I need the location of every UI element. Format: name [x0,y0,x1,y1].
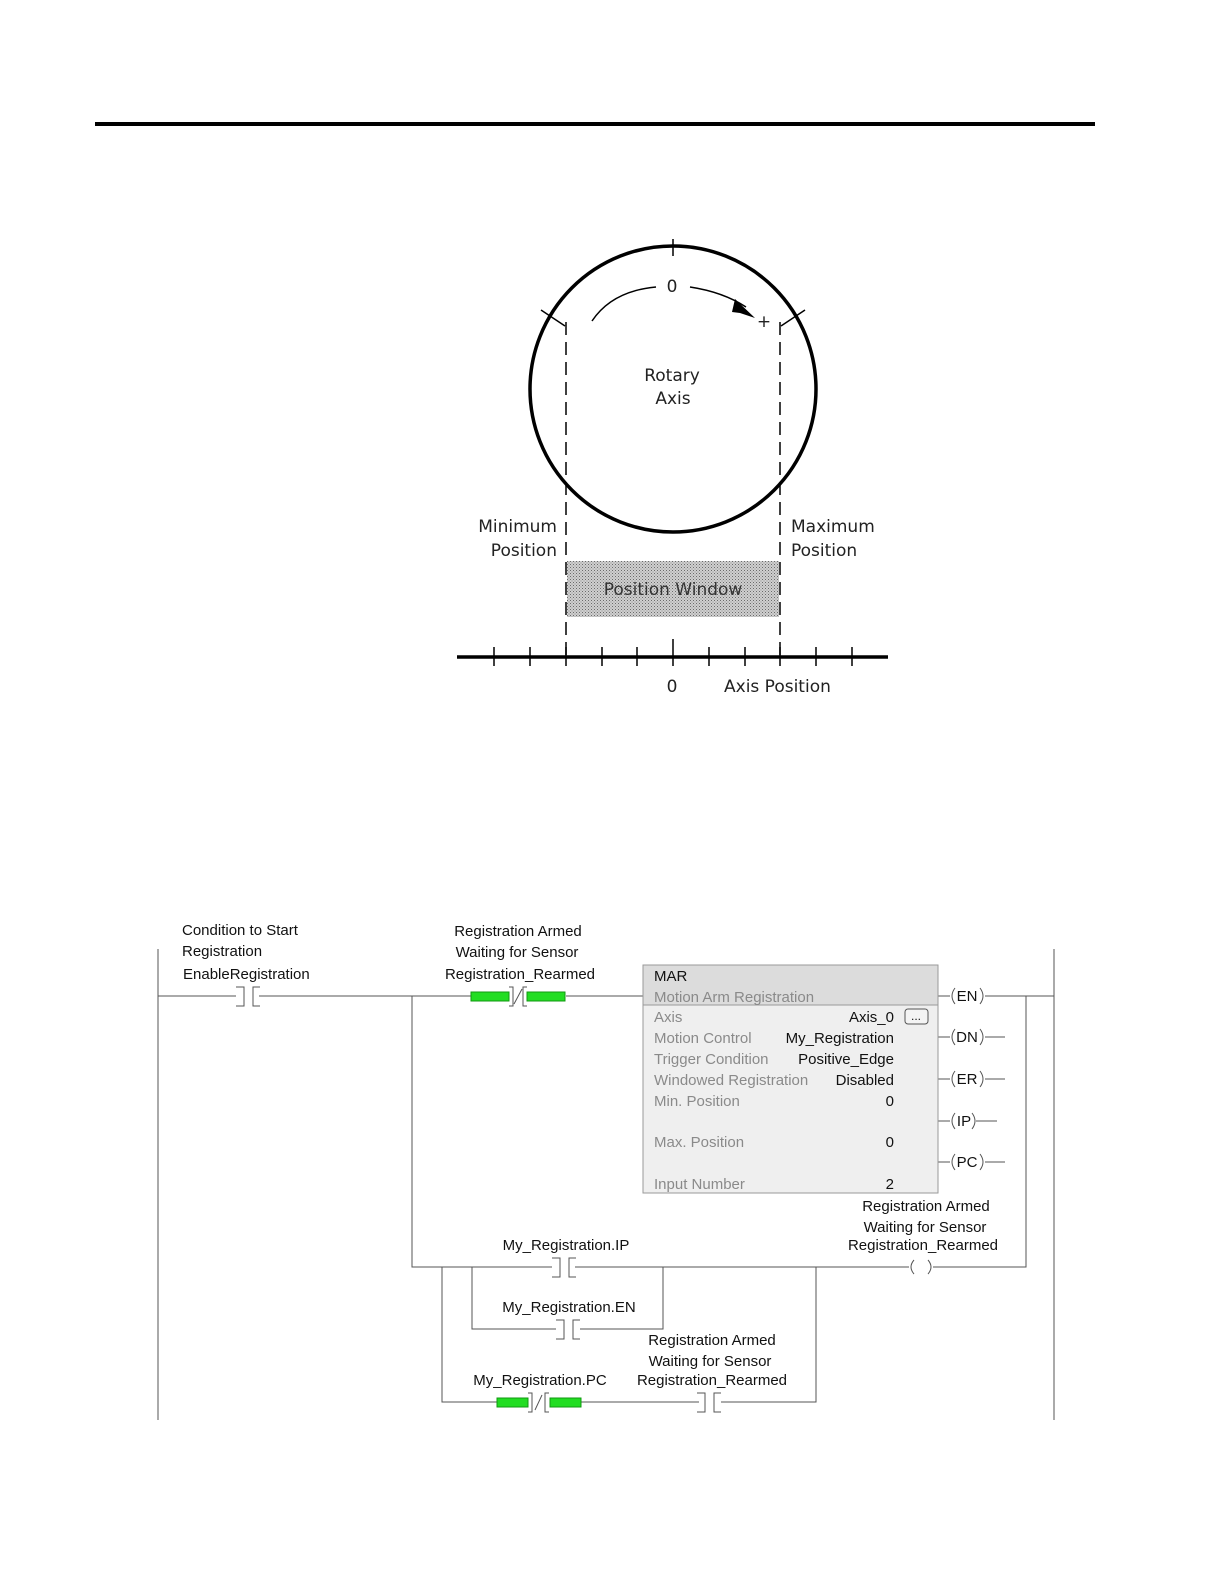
mar-min-position-label: Min. Position [654,1093,740,1110]
mar-output-en-label: EN [956,988,978,1005]
mar-mnemonic: MAR [654,968,688,985]
mar-output-dn-label: DN [956,1029,978,1046]
enable-registration-contact[interactable] [236,987,260,1006]
mar-output-ip[interactable] [952,1113,975,1130]
mar-axis-value: Axis_0 [848,1009,894,1026]
max-position-line2: Position [791,541,858,561]
enable-desc2: Registration [182,943,263,960]
mar-motion-control-value: My_Registration [785,1030,894,1047]
registration-rearmed-coil[interactable] [911,1260,931,1274]
rearm-coil-desc2: Waiting for Sensor [863,1219,987,1236]
enable-tag: EnableRegistration [183,966,310,983]
rearmed2-desc2: Waiting for Sensor [648,1353,772,1370]
mar-trigger-value: Positive_Edge [798,1051,894,1068]
mar-max-position-value: 0 [885,1134,894,1151]
mar-output-pc[interactable] [952,1154,983,1171]
mar-output-en[interactable] [952,988,983,1005]
min-position-line2: Position [490,541,557,561]
mar-output-dn[interactable] [952,1029,983,1046]
rearmed-tag: Registration_Rearmed [444,966,596,983]
mar-output-er-label: ER [956,1071,978,1088]
plus-label: + [756,312,772,332]
pc-contact-tag: My_Registration.PC [473,1372,607,1389]
mar-min-position-value: 0 [885,1093,894,1110]
en-contact[interactable] [556,1320,580,1339]
rearmed-xio-contact[interactable] [471,987,565,1006]
ip-contact[interactable] [552,1258,576,1277]
mar-output-pc-label: PC [956,1154,978,1171]
rearm-coil-desc1: Registration Armed [862,1198,990,1215]
mar-input-number-value: 2 [885,1176,894,1193]
center-label-line1: Rotary [644,366,700,386]
mar-windowed-label: Windowed Registration [654,1072,809,1089]
min-position-line1: Minimum [478,517,557,537]
top-zero-label: 0 [666,277,678,297]
center-label-line2: Axis [655,389,691,409]
mar-trigger-label: Trigger Condition [654,1051,769,1068]
axis-browse-button-label: ... [910,1009,922,1023]
mar-max-position-label: Max. Position [654,1134,745,1151]
mar-title: Motion Arm Registration [654,989,815,1006]
ip-contact-tag: My_Registration.IP [502,1237,630,1254]
enable-desc1: Condition to Start [182,922,298,939]
rearmed2-tag: Registration_Rearmed [636,1372,788,1389]
mar-output-ip-label: IP [956,1113,972,1130]
rearm-coil-tag: Registration_Rearmed [847,1237,999,1254]
axis-zero-label: 0 [666,677,678,697]
rearmed2-contact[interactable] [697,1393,721,1412]
axis-browse-button[interactable] [905,1009,928,1024]
mar-input-number-label: Input Number [654,1176,745,1193]
mar-axis-label: Axis [654,1009,683,1026]
mar-motion-control-label: Motion Control [654,1030,752,1047]
pc-xio-contact[interactable] [497,1393,581,1412]
position-window-label: Position Window [603,580,743,600]
rearmed-desc1: Registration Armed [454,923,582,940]
mar-windowed-value: Disabled [835,1072,894,1089]
max-position-line1: Maximum [791,517,875,537]
rearmed2-desc1: Registration Armed [648,1332,776,1349]
rearmed-desc2: Waiting for Sensor [455,944,579,961]
mar-output-er[interactable] [952,1071,983,1088]
en-contact-tag: My_Registration.EN [502,1299,636,1316]
axis-position-label: Axis Position [724,677,831,697]
